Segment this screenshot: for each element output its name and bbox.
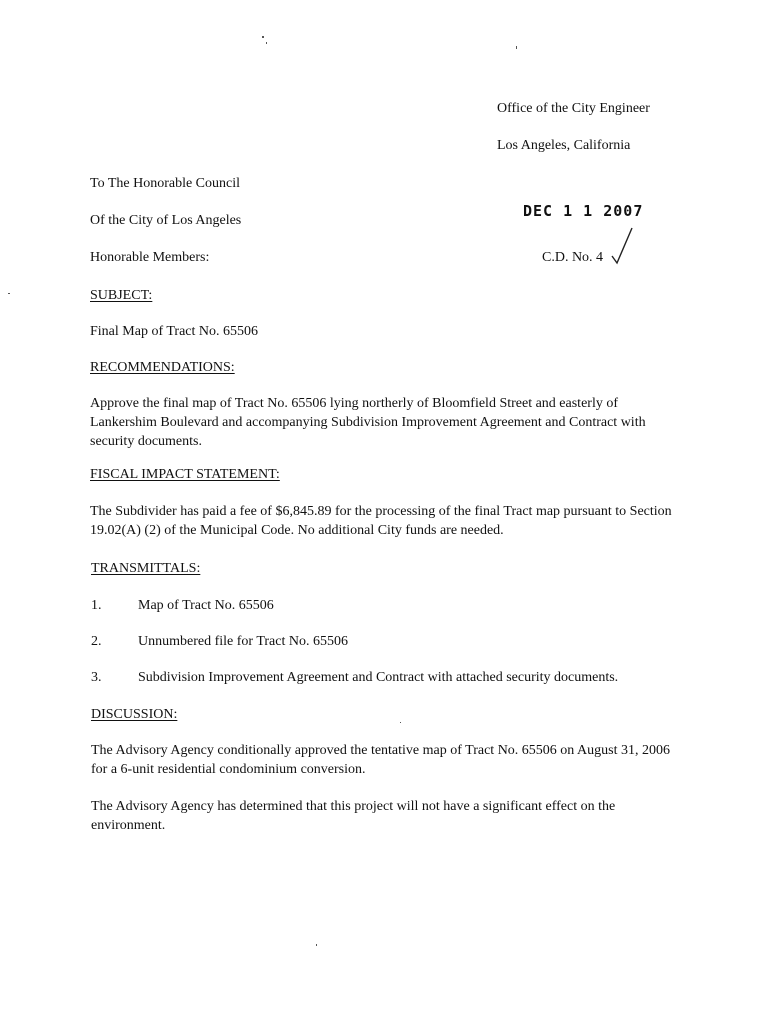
transmittal-item: Unnumbered file for Tract No. 65506 [138,634,348,649]
transmittal-number: 2. [91,634,102,649]
scan-speck [316,944,317,946]
discussion-heading: DISCUSSION: [91,707,178,722]
scan-speck [400,722,401,723]
scan-speck [262,36,264,38]
salutation: Honorable Members: [90,250,210,265]
fiscal-impact-text: The Subdivider has paid a fee of $6,845.89 for the processing of the final Tract map pursuant to Section 19.02(A) (2) of the Municipal Code. No additional City funds are needed. [90,504,672,538]
scan-speck [266,42,267,44]
recommendations-heading: RECOMMENDATIONS: [90,360,235,375]
transmittal-item: Map of Tract No. 65506 [138,598,274,613]
transmittal-number: 3. [91,670,102,685]
council-district: C.D. No. 4 [542,250,604,265]
addressee-line-2: Of the City of Los Angeles [90,213,242,228]
fiscal-impact-heading: FISCAL IMPACT STATEMENT: [90,467,280,482]
subject-heading: SUBJECT: [90,288,153,303]
discussion-paragraph-2: The Advisory Agency has determined that this project will not have a significant effect on the environment. [91,799,616,833]
transmittal-item: Subdivision Improvement Agreement and Contract with attached security documents. [138,670,619,685]
checkmark-icon [610,226,636,268]
scan-speck [8,293,10,294]
scan-speck [516,46,517,49]
date-stamp: DEC 1 1 2007 [523,202,644,220]
discussion-paragraph-1: The Advisory Agency conditionally approved the tentative map of Tract No. 65506 on August 31, 2006 for a 6-unit residential condominium conversion. [91,743,670,777]
office-name: Office of the City Engineer [497,101,650,116]
office-city: Los Angeles, California [497,138,631,153]
recommendations-text: Approve the final map of Tract No. 65506 lying northerly of Bloomfield Street and easterly of Lankershim Boulevard and accompanying Subdivision Improvement Agreement and Contract with security documents. [90,396,646,449]
addressee-line-1: To The Honorable Council [90,176,241,191]
transmittals-heading: TRANSMITTALS: [91,561,201,576]
transmittal-number: 1. [91,598,102,613]
subject-text: Final Map of Tract No. 65506 [90,324,258,339]
